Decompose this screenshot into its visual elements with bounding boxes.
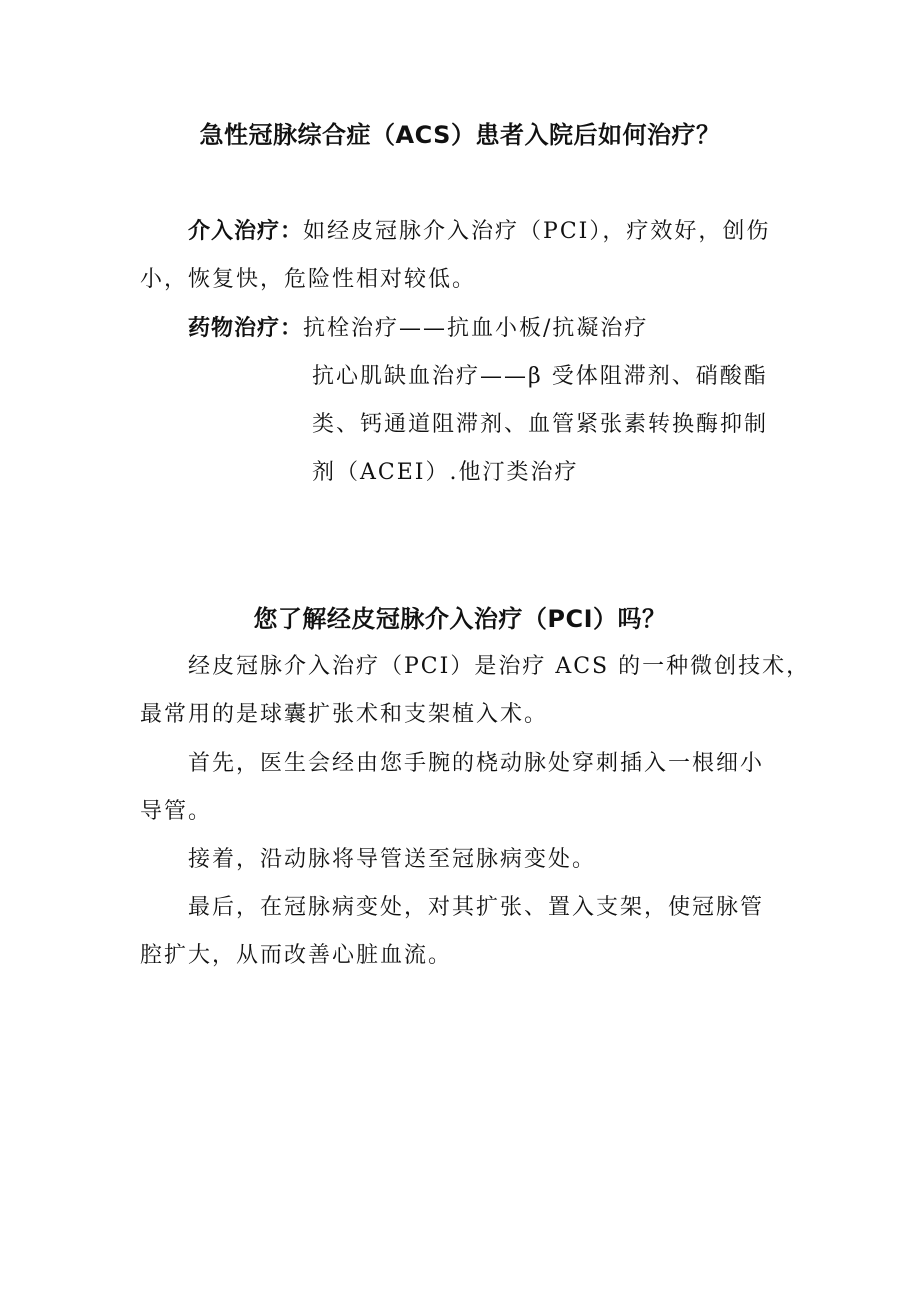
drug-line-4: 剂（ACEI）.他汀类治疗 (312, 460, 579, 485)
pci-p4-line-1: 最后，在冠脉病变处，对其扩张、置入支架，使冠脉管 (188, 895, 765, 920)
drug-line-2: 抗心肌缺血治疗——β 受体阻滞剂、硝酸酯 (312, 364, 768, 389)
pci-paragraph-1 (140, 643, 811, 739)
pci-p1-line-1: 经皮冠脉介入治疗（PCI）是治疗 ACS 的一种微创技术， (188, 654, 811, 679)
pci-p1-line-2: 最常用的是球囊扩张术和支架植入术。 (140, 702, 549, 727)
pci-paragraph-4 (140, 884, 790, 980)
pci-paragraph-2 (140, 740, 790, 836)
drug-therapy-continuation (312, 353, 792, 497)
section2-title: 您了解经皮冠脉介入治疗（PCI）吗？ (253, 605, 667, 633)
pci-p4-line-2: 腔扩大，从而改善心脏血流。 (140, 943, 453, 968)
drug-line-1 (140, 305, 790, 353)
intervention-text-1: 如经皮冠脉介入治疗（PCI），疗效好，创伤 (303, 219, 771, 244)
pci-p2-line-2: 导管。 (140, 799, 213, 824)
intervention-paragraph (140, 208, 790, 304)
drug-line-3: 类、钙通道阻滞剂、血管紧张素转换酶抑制 (312, 412, 769, 437)
pci-p2-line-1: 首先，医生会经由您手腕的桡动脉处穿刺插入一根细小 (188, 751, 765, 776)
section1-title: 急性冠脉综合症（ACS）患者入院后如何治疗？ (199, 121, 721, 149)
intervention-line-2: 小，恢复快，危险性相对较低。 (140, 267, 477, 292)
pci-paragraph-3 (140, 836, 790, 884)
drug-text-1: 抗栓治疗——抗血小板/抗凝治疗 (303, 316, 649, 341)
intervention-label: 介入治疗： (188, 219, 304, 244)
intervention-line-1 (140, 208, 790, 256)
pci-p3-line-1: 接着，沿动脉将导管送至冠脉病变处。 (188, 847, 597, 872)
drug-therapy-label-row (140, 305, 790, 353)
drug-label: 药物治疗： (188, 316, 304, 341)
